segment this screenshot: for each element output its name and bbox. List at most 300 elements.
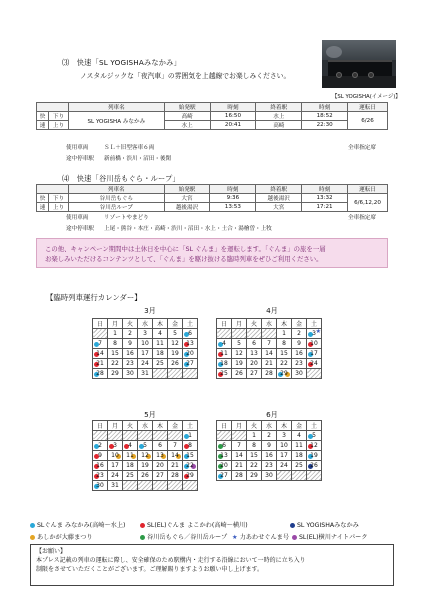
calendar-day	[307, 461, 322, 471]
section4-timetable	[36, 184, 388, 212]
day-number: 1	[113, 330, 117, 337]
calendar-day	[93, 339, 108, 349]
calendar-day	[247, 369, 262, 379]
calendar-day	[168, 441, 183, 451]
day-number: 30	[96, 482, 104, 489]
legend-label: SL YOGISHAみなかみ	[297, 522, 359, 529]
calendar-day	[277, 461, 292, 471]
calendar-day	[93, 431, 108, 441]
weekday-cell: 月	[108, 319, 123, 329]
day-number: 1	[252, 432, 256, 439]
day-number: 29	[111, 370, 119, 377]
calendar-day	[292, 441, 307, 451]
day-number: 6	[158, 442, 162, 449]
calendar-day	[277, 441, 292, 451]
calendar-day	[153, 431, 168, 441]
calendar-day	[232, 431, 247, 441]
calendar-day	[153, 471, 168, 481]
day-number: 3	[113, 442, 117, 449]
day-number: 8	[252, 442, 256, 449]
calendar-day	[217, 471, 232, 481]
calendar-day	[168, 369, 183, 379]
calendar-week-row	[217, 451, 322, 461]
calendar-day	[93, 471, 108, 481]
calendar-day	[292, 461, 307, 471]
header-start: 始発駅	[164, 185, 210, 194]
day-number: 27	[186, 360, 194, 367]
calendar-day	[153, 441, 168, 451]
day-number: 1	[188, 432, 192, 439]
calendar-day	[232, 451, 247, 461]
day-number: 19	[310, 452, 318, 459]
type-label: 速	[37, 121, 49, 130]
calendar-day	[292, 369, 307, 379]
day-number: 3	[143, 330, 147, 337]
day-number: 15	[280, 350, 288, 357]
weekday-cell: 木	[153, 421, 168, 431]
calendar-day	[153, 329, 168, 339]
header-run-date: 運転日	[348, 103, 388, 112]
calendar-day	[232, 461, 247, 471]
day-number: 7	[267, 340, 271, 347]
day-number: 5	[143, 442, 147, 449]
calendar-day	[217, 329, 232, 339]
calendar-day	[217, 349, 232, 359]
day-number: 6	[188, 330, 192, 337]
campaign-line-2: お楽しみいただけるコンテンツとして、「ぐんま」を駆け抜ける臨時列車をぜひご利用ください。	[45, 255, 323, 263]
calendar-day	[232, 369, 247, 379]
direction-label: 下り	[48, 112, 68, 121]
day-number: 4	[128, 442, 132, 449]
day-number: 29	[280, 370, 288, 377]
weekday-cell: 木	[153, 319, 168, 329]
table-header-row	[37, 185, 388, 194]
day-number: 26	[171, 360, 179, 367]
day-number: 22	[250, 462, 258, 469]
calendar-day	[123, 461, 138, 471]
calendar-day	[168, 481, 183, 491]
day-number: 14	[171, 452, 179, 459]
calendar-day	[138, 441, 153, 451]
calendar-day	[277, 329, 292, 339]
day-number: 14	[235, 452, 243, 459]
vehicle-label: 使用車両	[66, 215, 89, 221]
calendar-week-row	[217, 339, 322, 349]
calendar-week-row	[217, 471, 322, 481]
type-label: 快	[37, 112, 49, 121]
calendar-day	[93, 441, 108, 451]
vehicle-value: リゾートやまどり	[104, 215, 149, 221]
dep-time: 20:41	[210, 121, 256, 130]
legend-label: あしかが大藤まつり	[37, 534, 93, 541]
legend-dot-icon	[292, 535, 297, 540]
calendar-day	[292, 329, 307, 339]
weekday-row	[217, 421, 322, 431]
calendar-day	[93, 349, 108, 359]
calendar-day	[168, 471, 183, 481]
weekday-cell: 金	[168, 319, 183, 329]
day-number: 19	[235, 360, 243, 367]
calendar-day	[138, 451, 153, 461]
day-number: 30	[295, 370, 303, 377]
day-number: 20	[186, 350, 194, 357]
calendar-day	[168, 339, 183, 349]
calendar-week-row	[93, 471, 198, 481]
weekday-row	[93, 319, 198, 329]
day-number: 23	[96, 472, 104, 479]
day-number: 12	[235, 350, 243, 357]
calendar-day	[153, 359, 168, 369]
day-number: 21	[265, 360, 273, 367]
direction-label: 上り	[48, 121, 68, 130]
calendar-day	[138, 339, 153, 349]
calendar-day	[277, 369, 292, 379]
legend-item	[30, 532, 93, 541]
day-number: 29	[186, 472, 194, 479]
start-station: 越後湯沢	[164, 203, 210, 212]
calendar-day	[262, 451, 277, 461]
day-number: 16	[96, 462, 104, 469]
day-number: 9	[267, 442, 271, 449]
day-number: 28	[265, 370, 273, 377]
direction-label: 下り	[48, 194, 68, 203]
legend-item	[140, 520, 248, 529]
weekday-cell: 土	[183, 421, 198, 431]
section3-description: ノスタルジックな「夜汽車」の雰囲気を上越線でお楽しみください。	[80, 72, 291, 80]
day-number: 5	[173, 330, 177, 337]
day-number: 9	[297, 340, 301, 347]
day-number: 26	[141, 472, 149, 479]
legend-item	[292, 532, 368, 541]
calendar-day	[168, 461, 183, 471]
calendar-day	[123, 359, 138, 369]
calendar-day	[247, 359, 262, 369]
calendar-week-row	[217, 369, 322, 379]
day-number: 22	[186, 462, 194, 469]
weekday-cell: 月	[232, 319, 247, 329]
calendar-day	[183, 329, 198, 339]
calendar-day	[183, 339, 198, 349]
day-number: 3	[312, 330, 316, 337]
day-number: 5	[312, 432, 316, 439]
calendar-day	[217, 441, 232, 451]
calendar-day	[108, 349, 123, 359]
dep-time: 13:53	[210, 203, 256, 212]
request-notice-box	[30, 544, 394, 586]
calendar-day	[123, 349, 138, 359]
calendar-day	[262, 329, 277, 339]
calendar-day	[307, 471, 322, 481]
day-number: 12	[141, 452, 149, 459]
calendar-week-row	[93, 441, 198, 451]
day-number: 28	[235, 472, 243, 479]
calendar-week-row	[93, 359, 198, 369]
day-number: 20	[156, 462, 164, 469]
calendar-week-row	[217, 329, 322, 339]
weekday-cell: 金	[292, 319, 307, 329]
header-arr: 時刻	[302, 103, 348, 112]
calendar-week-row	[93, 339, 198, 349]
calendar-day	[108, 359, 123, 369]
sl-yogisha-photo	[322, 40, 396, 88]
day-number: 17	[310, 350, 318, 357]
calendar-day	[262, 471, 277, 481]
legend-label: SL(EL)ぐんま よこかわ(高崎～横川)	[147, 522, 248, 529]
weekday-cell: 水	[138, 319, 153, 329]
day-number: 11	[126, 452, 134, 459]
calendar-day	[123, 431, 138, 441]
header-arr: 時刻	[302, 185, 348, 194]
end-station: 大宮	[256, 203, 302, 212]
calendar-week-row	[93, 431, 198, 441]
calendar-day	[277, 359, 292, 369]
calendar-day	[277, 349, 292, 359]
calendar-day	[108, 451, 123, 461]
calendar-day	[108, 471, 123, 481]
arr-time: 22:30	[302, 121, 348, 130]
weekday-cell: 水	[262, 319, 277, 329]
weekday-cell: 土	[183, 319, 198, 329]
month-label-may: 5月	[144, 410, 156, 419]
day-number: 13	[186, 340, 194, 347]
campaign-line-1: この他、キャンペーン期間中は土休日を中心に「SL ぐんま」を運転します。「ぐんま」の旅を一層	[45, 245, 326, 253]
day-number: 2	[98, 442, 102, 449]
day-number: 4	[222, 340, 226, 347]
calendar-day	[123, 471, 138, 481]
calendar-day	[153, 481, 168, 491]
calendar-day	[183, 481, 198, 491]
calendar-day	[217, 359, 232, 369]
day-number: 13	[250, 350, 258, 357]
day-number: 11	[295, 442, 303, 449]
vehicle-label: 使用車両	[66, 145, 89, 151]
header-run-date: 運転日	[347, 185, 387, 194]
section3-timetable	[36, 102, 388, 130]
calendar-day	[247, 431, 262, 441]
calendar-day	[153, 339, 168, 349]
calendar-day	[232, 471, 247, 481]
calendar-day	[93, 369, 108, 379]
calendar-day	[247, 441, 262, 451]
weekday-cell: 日	[93, 319, 108, 329]
calendar-day	[153, 451, 168, 461]
calendar-day	[108, 441, 123, 451]
day-number: 12	[171, 340, 179, 347]
weekday-cell: 土	[307, 421, 322, 431]
weekday-cell: 日	[217, 421, 232, 431]
calendar-day	[232, 339, 247, 349]
end-station: 水上	[256, 112, 302, 121]
day-number: 30	[265, 472, 273, 479]
day-number: 24	[111, 472, 119, 479]
type-label: 快	[37, 194, 49, 203]
weekday-cell: 月	[108, 421, 123, 431]
weekday-cell: 木	[277, 421, 292, 431]
calendar-day	[93, 359, 108, 369]
calendar-day	[292, 339, 307, 349]
calendar-day	[138, 349, 153, 359]
day-number: 4	[158, 330, 162, 337]
day-number: 17	[141, 350, 149, 357]
calendar-week-row	[93, 451, 198, 461]
weekday-cell: 火	[123, 421, 138, 431]
calendar-day	[183, 431, 198, 441]
calendar-day	[307, 329, 322, 339]
arr-time: 13:32	[302, 194, 348, 203]
calendar-day	[262, 349, 277, 359]
calendar-day	[232, 441, 247, 451]
day-number: 10	[141, 340, 149, 347]
star-icon: ★	[232, 534, 238, 541]
day-number: 2	[297, 330, 301, 337]
calendar-day	[108, 431, 123, 441]
day-number: 18	[220, 360, 228, 367]
notice-title: 【お願い】	[36, 548, 67, 555]
calendar-week-row	[217, 431, 322, 441]
calendar-day	[277, 431, 292, 441]
header-dep: 時刻	[210, 185, 256, 194]
calendar-day	[307, 441, 322, 451]
day-number: 20	[220, 462, 228, 469]
dep-time: 9:36	[210, 194, 256, 203]
calendar-day	[168, 451, 183, 461]
day-number: 25	[220, 370, 228, 377]
calendar-day	[93, 329, 108, 339]
day-number: 15	[250, 452, 258, 459]
calendar-april	[216, 318, 322, 379]
calendar-day	[183, 451, 198, 461]
calendar-day	[247, 329, 262, 339]
calendar-day	[183, 471, 198, 481]
day-number: 28	[171, 472, 179, 479]
day-number: 25	[295, 462, 303, 469]
calendar-day	[247, 461, 262, 471]
calendar-day	[168, 359, 183, 369]
month-label-apr: 4月	[266, 306, 278, 315]
weekday-cell: 日	[217, 319, 232, 329]
day-number: 3	[282, 432, 286, 439]
day-number: 12	[310, 442, 318, 449]
calendar-may	[92, 420, 198, 491]
calendar-day	[138, 359, 153, 369]
seat-type: 全車指定席	[348, 215, 376, 221]
legend-dot-icon	[140, 523, 145, 528]
arr-time: 18:52	[302, 112, 348, 121]
calendar-day	[307, 369, 322, 379]
calendar-day	[217, 461, 232, 471]
day-number: 17	[111, 462, 119, 469]
star-icon: ★	[315, 328, 321, 335]
calendar-day	[217, 369, 232, 379]
header-end: 終着駅	[256, 103, 302, 112]
day-number: 2	[128, 330, 132, 337]
legend-label: SL(EL)横川ナイトパーク	[299, 534, 368, 541]
day-number: 10	[310, 340, 318, 347]
day-number: 14	[265, 350, 273, 357]
legend-item	[140, 532, 227, 541]
calendar-day	[138, 329, 153, 339]
calendar-day	[138, 431, 153, 441]
train-name: SL YOGISHA みなかみ	[68, 112, 164, 130]
day-number: 24	[141, 360, 149, 367]
weekday-cell: 火	[247, 421, 262, 431]
calendar-day	[232, 349, 247, 359]
calendar-day	[138, 481, 153, 491]
day-number: 9	[98, 452, 102, 459]
seat-type: 全車指定席	[348, 145, 376, 151]
calendar-day	[277, 339, 292, 349]
calendar-day	[108, 329, 123, 339]
calendar-day	[108, 369, 123, 379]
campaign-notice-box	[36, 238, 388, 268]
legend-label: 力あわせぐんま号	[239, 534, 290, 541]
header-start: 始発駅	[164, 103, 210, 112]
day-number: 15	[111, 350, 119, 357]
calendar-day	[232, 329, 247, 339]
arr-time: 17:21	[302, 203, 348, 212]
calendar-day	[307, 431, 322, 441]
weekday-cell: 木	[277, 319, 292, 329]
day-number: 13	[156, 452, 164, 459]
calendar-day	[108, 339, 123, 349]
start-station: 高崎	[164, 112, 210, 121]
calendar-week-row	[217, 441, 322, 451]
day-number: 4	[297, 432, 301, 439]
day-number: 6	[222, 442, 226, 449]
calendar-day	[217, 451, 232, 461]
day-number: 22	[280, 360, 288, 367]
day-number: 17	[280, 452, 288, 459]
day-number: 26	[310, 462, 318, 469]
calendar-day	[123, 329, 138, 339]
month-label-jun: 6月	[266, 410, 278, 419]
dep-time: 16:50	[210, 112, 256, 121]
legend-item	[232, 532, 289, 541]
calendar-day	[123, 481, 138, 491]
day-number: 8	[113, 340, 117, 347]
calendar-week-row	[93, 349, 198, 359]
day-number: 2	[267, 432, 271, 439]
calendar-day	[292, 431, 307, 441]
weekday-cell: 水	[262, 421, 277, 431]
calendar-week-row	[217, 461, 322, 471]
day-number: 21	[235, 462, 243, 469]
legend-dot-icon	[140, 535, 145, 540]
calendar-day	[183, 369, 198, 379]
calendar-day	[183, 349, 198, 359]
table-row	[37, 203, 388, 212]
calendar-day	[307, 339, 322, 349]
notice-line-2: 制限をさせていただくことがございます。ご理解賜りますようお願い申し上げます。	[36, 566, 264, 573]
day-number: 27	[156, 472, 164, 479]
header-train-name: 列車名	[68, 185, 164, 194]
table-header-row	[37, 103, 388, 112]
header-train-name: 列車名	[68, 103, 164, 112]
day-number: 16	[126, 350, 134, 357]
legend-dot-icon	[290, 523, 295, 528]
day-number: 18	[295, 452, 303, 459]
weekday-cell: 土	[307, 319, 322, 329]
calendar-day	[262, 369, 277, 379]
day-number: 14	[96, 350, 104, 357]
day-number: 31	[141, 370, 149, 377]
day-number: 18	[126, 462, 134, 469]
calendar-day	[217, 431, 232, 441]
calendar-day	[153, 349, 168, 359]
end-station: 高崎	[256, 121, 302, 130]
day-number: 23	[295, 360, 303, 367]
start-station: 大宮	[164, 194, 210, 203]
